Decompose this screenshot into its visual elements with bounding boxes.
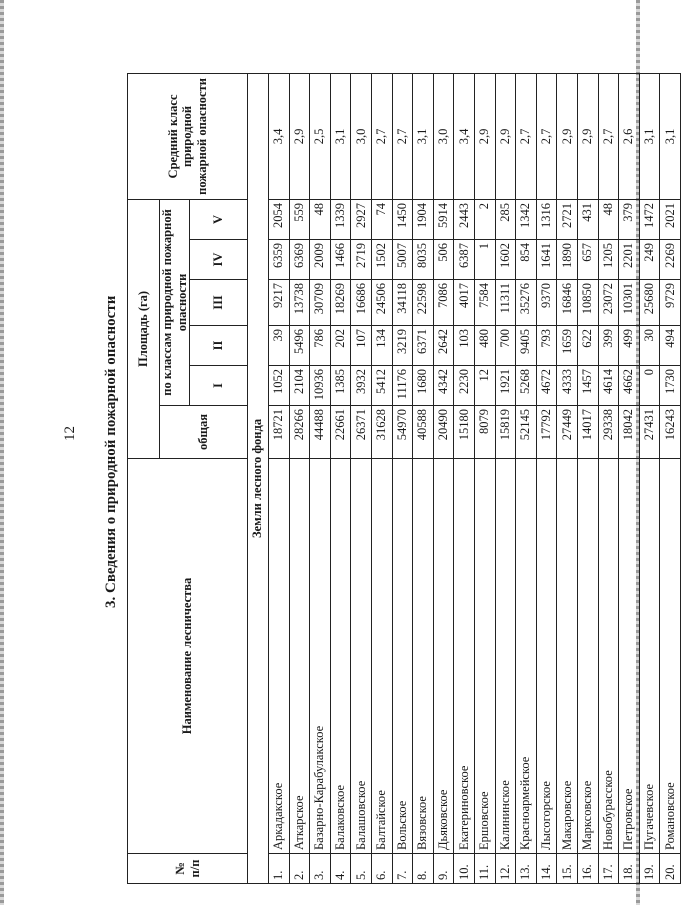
row-class-ii: 399 bbox=[598, 326, 619, 366]
table-row bbox=[577, 73, 598, 883]
table-row bbox=[330, 73, 351, 883]
row-class-iv: 1205 bbox=[598, 240, 619, 280]
row-avg-class: 2,9 bbox=[577, 73, 598, 199]
table-row bbox=[598, 73, 619, 883]
row-class-ii: 39 bbox=[269, 326, 290, 366]
row-total: 17792 bbox=[536, 406, 557, 459]
table-row bbox=[392, 73, 413, 883]
row-total: 20490 bbox=[433, 406, 454, 459]
row-number: 6. bbox=[371, 854, 392, 884]
row-class-i: 12 bbox=[474, 366, 495, 406]
row-class-iv: 1466 bbox=[330, 240, 351, 280]
row-class-iv: 8035 bbox=[413, 240, 434, 280]
row-class-iii: 9370 bbox=[536, 280, 557, 326]
row-class-ii: 3219 bbox=[392, 326, 413, 366]
row-number: 17. bbox=[598, 854, 619, 884]
header-class-i: I bbox=[190, 366, 248, 406]
row-avg-class: 3,1 bbox=[330, 73, 351, 199]
row-class-i: 1680 bbox=[413, 366, 434, 406]
row-class-ii: 134 bbox=[371, 326, 392, 366]
table-row bbox=[289, 73, 310, 883]
row-class-v: 5914 bbox=[433, 199, 454, 239]
row-total: 27431 bbox=[639, 406, 660, 459]
row-class-iv: 2201 bbox=[619, 240, 640, 280]
row-class-i: 1052 bbox=[269, 366, 290, 406]
table-body bbox=[248, 73, 681, 883]
table-row bbox=[351, 73, 372, 883]
row-total: 18721 bbox=[269, 406, 290, 459]
row-class-ii: 103 bbox=[454, 326, 475, 366]
row-name: Вязовское bbox=[413, 459, 434, 854]
row-total: 54970 bbox=[392, 406, 413, 459]
row-class-iv: 2009 bbox=[310, 240, 331, 280]
row-name: Романовское bbox=[660, 459, 681, 854]
row-class-v: 1450 bbox=[392, 199, 413, 239]
row-name: Марксовское bbox=[577, 459, 598, 854]
row-avg-class: 3,4 bbox=[454, 73, 475, 199]
row-name: Аркадакское bbox=[269, 459, 290, 854]
row-class-iii: 18269 bbox=[330, 280, 351, 326]
header-avg-class: Средний класс природной пожарной опасности bbox=[128, 73, 248, 199]
row-class-v: 285 bbox=[495, 199, 516, 239]
row-avg-class: 2,7 bbox=[371, 73, 392, 199]
row-class-iii: 10850 bbox=[577, 280, 598, 326]
row-name: Красноармейское bbox=[516, 459, 537, 854]
row-class-v: 2021 bbox=[660, 199, 681, 239]
row-class-ii: 700 bbox=[495, 326, 516, 366]
row-avg-class: 2,9 bbox=[289, 73, 310, 199]
row-avg-class: 3,1 bbox=[660, 73, 681, 199]
row-name: Петровское bbox=[619, 459, 640, 854]
page-number: 12 bbox=[62, 426, 78, 441]
row-class-ii: 622 bbox=[577, 326, 598, 366]
row-class-iii: 30709 bbox=[310, 280, 331, 326]
row-avg-class: 3,0 bbox=[351, 73, 372, 199]
header-name: Наименование лесничества bbox=[128, 459, 248, 854]
table-row bbox=[660, 73, 681, 883]
row-class-iv: 2269 bbox=[660, 240, 681, 280]
table-row bbox=[371, 73, 392, 883]
row-class-i: 1921 bbox=[495, 366, 516, 406]
row-name: Екатериновское bbox=[454, 459, 475, 854]
row-class-iii: 9217 bbox=[269, 280, 290, 326]
row-name: Новобурасское bbox=[598, 459, 619, 854]
row-name: Лысогорское bbox=[536, 459, 557, 854]
row-class-i: 4333 bbox=[557, 366, 578, 406]
row-class-v: 2 bbox=[474, 199, 495, 239]
row-name: Вольское bbox=[392, 459, 413, 854]
fire-danger-table bbox=[127, 73, 681, 884]
row-total: 16243 bbox=[660, 406, 681, 459]
row-class-iv: 6369 bbox=[289, 240, 310, 280]
row-class-i: 0 bbox=[639, 366, 660, 406]
row-total: 15819 bbox=[495, 406, 516, 459]
row-class-iii: 11311 bbox=[495, 280, 516, 326]
header-by-class: по классам природной пожарной опасности bbox=[160, 199, 190, 405]
row-total: 28266 bbox=[289, 406, 310, 459]
row-total: 26371 bbox=[351, 406, 372, 459]
table-row bbox=[557, 73, 578, 883]
row-number: 13. bbox=[516, 854, 537, 884]
row-total: 44488 bbox=[310, 406, 331, 459]
row-avg-class: 2,5 bbox=[310, 73, 331, 199]
row-name: Ершовское bbox=[474, 459, 495, 854]
row-class-iii: 16686 bbox=[351, 280, 372, 326]
table-row bbox=[536, 73, 557, 883]
header-total: общая bbox=[160, 406, 248, 459]
row-class-iii: 35276 bbox=[516, 280, 537, 326]
row-class-v: 1316 bbox=[536, 199, 557, 239]
row-name: Балашовское bbox=[351, 459, 372, 854]
row-number: 18. bbox=[619, 854, 640, 884]
row-avg-class: 2,7 bbox=[392, 73, 413, 199]
table-row bbox=[413, 73, 434, 883]
row-total: 52145 bbox=[516, 406, 537, 459]
header-class-v: V bbox=[190, 199, 248, 239]
row-class-ii: 5496 bbox=[289, 326, 310, 366]
row-class-iii: 22598 bbox=[413, 280, 434, 326]
row-avg-class: 3,4 bbox=[269, 73, 290, 199]
row-class-iii: 10301 bbox=[619, 280, 640, 326]
rotated-table-container bbox=[127, 74, 677, 884]
table-row bbox=[619, 73, 640, 883]
row-name: Балаковское bbox=[330, 459, 351, 854]
row-class-iv: 6387 bbox=[454, 240, 475, 280]
row-class-ii: 9405 bbox=[516, 326, 537, 366]
header-class-iv: IV bbox=[190, 240, 248, 280]
row-number: 19. bbox=[639, 854, 660, 884]
row-class-iii: 7584 bbox=[474, 280, 495, 326]
row-class-iv: 1890 bbox=[557, 240, 578, 280]
row-class-iv: 1 bbox=[474, 240, 495, 280]
row-class-v: 2443 bbox=[454, 199, 475, 239]
row-class-v: 2054 bbox=[269, 199, 290, 239]
row-avg-class: 2,9 bbox=[474, 73, 495, 199]
row-class-v: 1339 bbox=[330, 199, 351, 239]
row-class-v: 1472 bbox=[639, 199, 660, 239]
row-class-iv: 854 bbox=[516, 240, 537, 280]
row-class-ii: 6371 bbox=[413, 326, 434, 366]
row-class-v: 1904 bbox=[413, 199, 434, 239]
row-class-i: 5268 bbox=[516, 366, 537, 406]
header-class-ii: II bbox=[190, 326, 248, 366]
row-name: Балтайское bbox=[371, 459, 392, 854]
row-class-iii: 9729 bbox=[660, 280, 681, 326]
page-title: 3. Сведения о природной пожарной опасности bbox=[103, 295, 119, 608]
row-class-v: 2927 bbox=[351, 199, 372, 239]
row-number: 8. bbox=[413, 854, 434, 884]
row-class-v: 379 bbox=[619, 199, 640, 239]
row-name: Макаровское bbox=[557, 459, 578, 854]
row-class-i: 5412 bbox=[371, 366, 392, 406]
row-total: 31628 bbox=[371, 406, 392, 459]
row-number: 9. bbox=[433, 854, 454, 884]
table-row bbox=[495, 73, 516, 883]
row-total: 22661 bbox=[330, 406, 351, 459]
row-total: 18042 bbox=[619, 406, 640, 459]
row-class-i: 1730 bbox=[660, 366, 681, 406]
row-name: Дьяковское bbox=[433, 459, 454, 854]
row-number: 7. bbox=[392, 854, 413, 884]
row-number: 2. bbox=[289, 854, 310, 884]
row-class-ii: 2642 bbox=[433, 326, 454, 366]
row-class-v: 74 bbox=[371, 199, 392, 239]
row-class-i: 4662 bbox=[619, 366, 640, 406]
row-class-v: 48 bbox=[598, 199, 619, 239]
row-class-ii: 793 bbox=[536, 326, 557, 366]
row-number: 15. bbox=[557, 854, 578, 884]
row-class-iii: 34118 bbox=[392, 280, 413, 326]
table-row bbox=[433, 73, 454, 883]
row-class-v: 2721 bbox=[557, 199, 578, 239]
row-class-iv: 1641 bbox=[536, 240, 557, 280]
header-num: № п/п bbox=[128, 854, 248, 884]
row-class-ii: 202 bbox=[330, 326, 351, 366]
row-class-iv: 2719 bbox=[351, 240, 372, 280]
row-avg-class: 2,7 bbox=[598, 73, 619, 199]
row-avg-class: 3,1 bbox=[413, 73, 434, 199]
row-avg-class: 3,0 bbox=[433, 73, 454, 199]
row-class-iv: 657 bbox=[577, 240, 598, 280]
row-class-iv: 506 bbox=[433, 240, 454, 280]
row-class-i: 3932 bbox=[351, 366, 372, 406]
row-class-ii: 494 bbox=[660, 326, 681, 366]
row-class-i: 2104 bbox=[289, 366, 310, 406]
row-avg-class: 2,7 bbox=[516, 73, 537, 199]
row-name: Пугачевское bbox=[639, 459, 660, 854]
row-class-iv: 5007 bbox=[392, 240, 413, 280]
row-class-iii: 16846 bbox=[557, 280, 578, 326]
row-number: 11. bbox=[474, 854, 495, 884]
row-class-i: 11176 bbox=[392, 366, 413, 406]
row-class-iv: 6359 bbox=[269, 240, 290, 280]
row-number: 5. bbox=[351, 854, 372, 884]
row-number: 3. bbox=[310, 854, 331, 884]
row-class-iii: 13738 bbox=[289, 280, 310, 326]
row-class-i: 4342 bbox=[433, 366, 454, 406]
row-avg-class: 2,7 bbox=[536, 73, 557, 199]
row-number: 14. bbox=[536, 854, 557, 884]
row-class-iii: 24506 bbox=[371, 280, 392, 326]
row-class-iii: 4017 bbox=[454, 280, 475, 326]
row-class-iv: 1602 bbox=[495, 240, 516, 280]
table-row bbox=[516, 73, 537, 883]
row-number: 1. bbox=[269, 854, 290, 884]
row-total: 40588 bbox=[413, 406, 434, 459]
row-total: 8079 bbox=[474, 406, 495, 459]
row-name: Базарно-Карабулакское bbox=[310, 459, 331, 854]
row-name: Аткарское bbox=[289, 459, 310, 854]
row-class-ii: 499 bbox=[619, 326, 640, 366]
row-class-iii: 23072 bbox=[598, 280, 619, 326]
row-class-ii: 480 bbox=[474, 326, 495, 366]
row-avg-class: 2,6 bbox=[619, 73, 640, 199]
row-class-v: 48 bbox=[310, 199, 331, 239]
table-row bbox=[310, 73, 331, 883]
row-total: 29338 bbox=[598, 406, 619, 459]
row-number: 12. bbox=[495, 854, 516, 884]
row-total: 14017 bbox=[577, 406, 598, 459]
row-class-iv: 249 bbox=[639, 240, 660, 280]
row-name: Калининское bbox=[495, 459, 516, 854]
table-row bbox=[269, 73, 290, 883]
row-class-v: 431 bbox=[577, 199, 598, 239]
row-class-ii: 786 bbox=[310, 326, 331, 366]
row-class-iv: 1502 bbox=[371, 240, 392, 280]
row-class-ii: 107 bbox=[351, 326, 372, 366]
section-row: Земли лесного фонда bbox=[248, 73, 269, 883]
row-class-i: 2230 bbox=[454, 366, 475, 406]
header-area: Площадь (га) bbox=[128, 199, 160, 458]
row-number: 16. bbox=[577, 854, 598, 884]
row-class-v: 559 bbox=[289, 199, 310, 239]
row-class-ii: 1659 bbox=[557, 326, 578, 366]
row-total: 15180 bbox=[454, 406, 475, 459]
row-total: 27449 bbox=[557, 406, 578, 459]
row-class-ii: 30 bbox=[639, 326, 660, 366]
row-class-i: 4614 bbox=[598, 366, 619, 406]
row-avg-class: 3,1 bbox=[639, 73, 660, 199]
table-row bbox=[454, 73, 475, 883]
row-class-i: 10936 bbox=[310, 366, 331, 406]
row-class-i: 1385 bbox=[330, 366, 351, 406]
table-row bbox=[474, 73, 495, 883]
header-class-iii: III bbox=[190, 280, 248, 326]
row-class-iii: 7086 bbox=[433, 280, 454, 326]
row-number: 20. bbox=[660, 854, 681, 884]
table-row bbox=[639, 73, 660, 883]
row-number: 10. bbox=[454, 854, 475, 884]
row-number: 4. bbox=[330, 854, 351, 884]
row-avg-class: 2,9 bbox=[495, 73, 516, 199]
row-class-v: 1342 bbox=[516, 199, 537, 239]
row-avg-class: 2,9 bbox=[557, 73, 578, 199]
row-class-i: 4672 bbox=[536, 366, 557, 406]
scan-edge-left bbox=[0, 0, 4, 905]
row-class-iii: 25680 bbox=[639, 280, 660, 326]
row-class-i: 1457 bbox=[577, 366, 598, 406]
